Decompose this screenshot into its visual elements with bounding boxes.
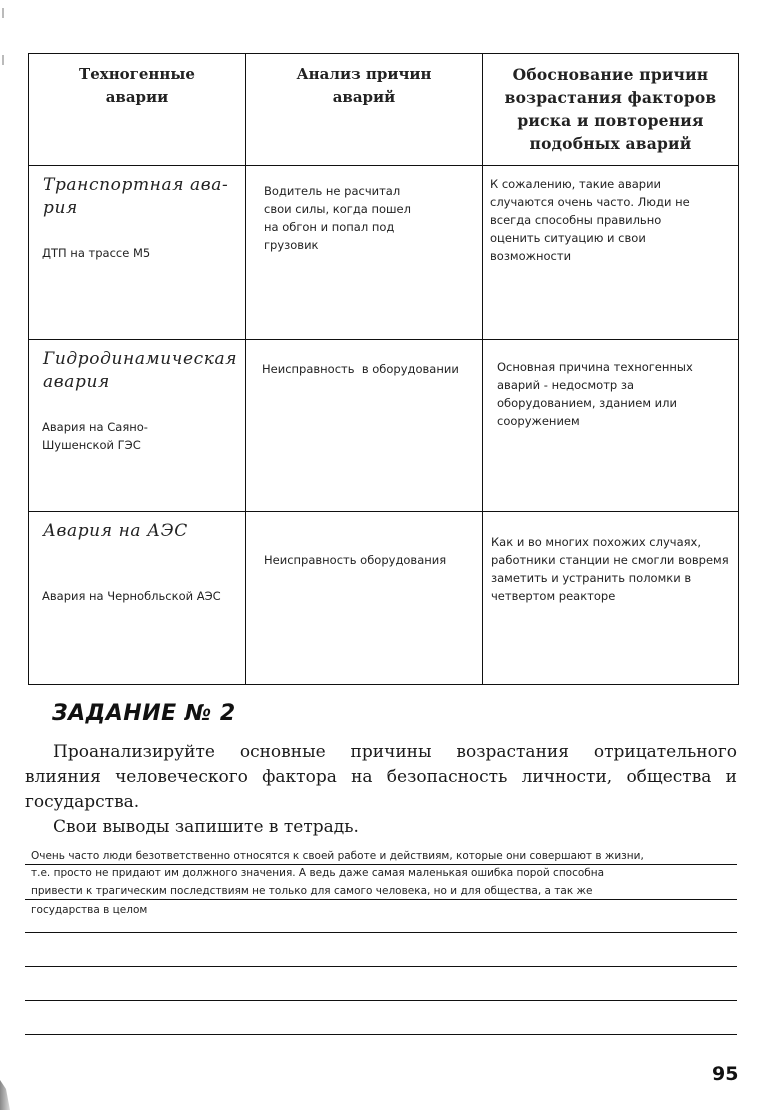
accident-type-cell: [29, 512, 246, 685]
reasoning-cell: [483, 512, 739, 685]
table-row: [29, 166, 739, 340]
accident-example: ДТП на трассе М5: [42, 246, 151, 260]
task-paragraph: Свои выводы запишите в тетрадь.: [53, 817, 359, 837]
table-header-row: [29, 54, 739, 166]
answer-line: [25, 864, 737, 865]
scan-artifact: [2, 55, 4, 65]
accidents-table: [28, 53, 739, 685]
header-accidents: Техногенные аварии: [29, 54, 246, 166]
table-row: [29, 512, 739, 685]
accident-type: Транспортная ава-рия: [43, 175, 229, 218]
reasoning-text: Как и во многих похожих случаях, работники станции не смогли вовремя заметить и устранить поломки в четвертом реакторе: [491, 535, 729, 603]
answer-line-text: государства в целом: [31, 904, 148, 916]
cause-text: Водитель не расчитал свои силы, когда пошел на обгон и попал под грузовик: [264, 184, 411, 252]
accident-type-cell: [29, 166, 246, 340]
reasoning-text: Основная причина техногенных аварий - недосмотр за оборудованием, зданием или сооружением: [497, 360, 693, 428]
cause-text: Неисправность оборудования: [264, 553, 447, 567]
reasoning-cell: [483, 340, 739, 512]
answer-line: [25, 966, 737, 967]
answer-line-text: т.е. просто не придают им должного значения. А ведь даже самая маленькая ошибка порой способна: [31, 867, 605, 879]
task-paragraph: Проанализируйте основные причины возрастания отрицательного влияния человеческого фактора на безопасность личности, общества и государства.: [25, 742, 737, 812]
cause-text: Неисправность в оборудовании: [262, 362, 459, 376]
reasoning-cell: [483, 166, 739, 340]
cause-cell: [246, 166, 483, 340]
accident-example: Авария на Саяно-Шушенской ГЭС: [42, 420, 148, 452]
answer-line: [25, 932, 737, 933]
reasoning-text: К сожалению, такие аварии случаются очень часто. Люди не всегда способны правильно оценить ситуацию и свои возможности: [490, 177, 690, 263]
table-row: [29, 340, 739, 512]
header-cause-analysis: Анализ причин аварий: [246, 54, 483, 166]
accident-type: Авария на АЭС: [43, 521, 188, 541]
accident-example: Авария на Чернобльской АЭС: [42, 589, 221, 603]
cause-cell: [246, 512, 483, 685]
task-instructions: [25, 740, 737, 840]
task-title: ЗАДАНИЕ № 2: [52, 701, 236, 726]
answer-line: [25, 899, 737, 900]
cause-cell: [246, 340, 483, 512]
header-reasoning: Обоснование причин возрастания факторов риска и повторения подобных аварий: [483, 54, 739, 166]
answer-line: [25, 1000, 737, 1001]
scan-shadow: [0, 1080, 10, 1110]
accident-type: Гидродинамическая авария: [43, 349, 238, 392]
page-number: 95: [712, 1063, 739, 1085]
scan-artifact: [2, 8, 4, 18]
answer-line: [25, 1034, 737, 1035]
accident-type-cell: [29, 340, 246, 512]
answer-line-text: Очень часто люди безответственно относятся к своей работе и действиям, которые они совершают в жизни,: [31, 850, 644, 862]
answer-line-text: привести к трагическим последствиям не только для самого человека, но и для общества, а так же: [31, 885, 593, 897]
